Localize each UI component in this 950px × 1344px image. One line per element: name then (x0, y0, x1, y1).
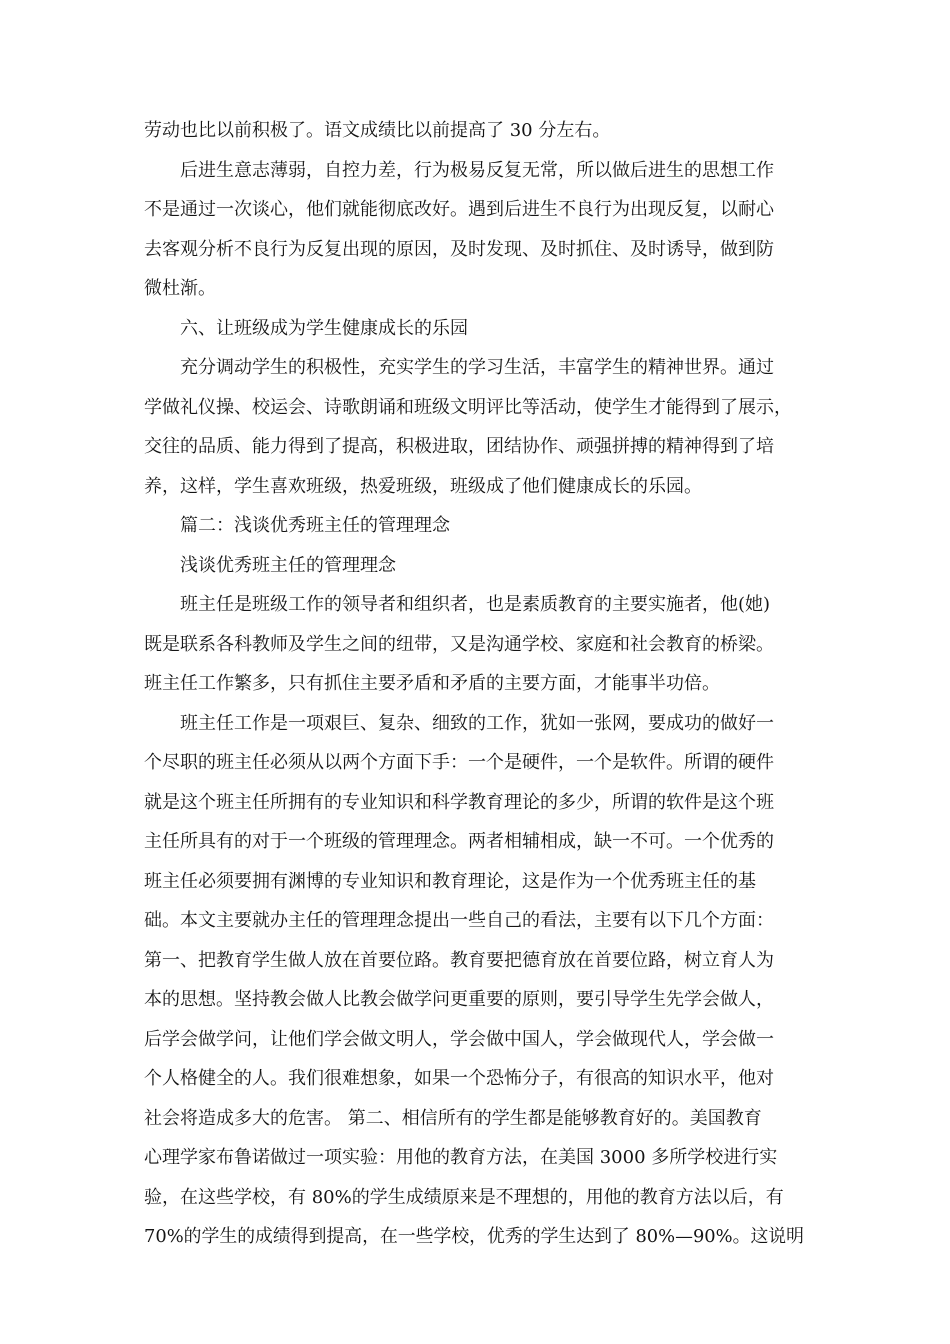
text-line: 交往的品质、能力得到了提高，积极进取，团结协作、顽强拼搏的精神得到了培 (144, 436, 774, 457)
text-line: 学做礼仪操、校运会、诗歌朗诵和班级文明评比等活动，使学生才能得到了展示， (144, 396, 792, 418)
text-line: 后进生意志薄弱，自控力差，行为极易反复无常，所以做后进生的思想工作 (180, 159, 774, 181)
text-line: 主任所具有的对于一个班级的管理理念。两者相辅相成，缺一不可。一个优秀的 (144, 831, 774, 852)
text-line: 本的思想。坚持教会做人比教会做学问更重要的原则，要引导学生先学会做人， (144, 989, 774, 1010)
text-line: 六、让班级成为学生健康成长的乐园 (180, 317, 468, 339)
text-line: 不是通过一次谈心，他们就能彻底改好。遇到后进生不良行为出现反复，以耐心 (144, 199, 774, 220)
text-line: 个人格健全的人。我们很难想象，如果一个恐怖分子，有很高的知识水平，他对 (144, 1068, 774, 1089)
text-line: 浅谈优秀班主任的管理理念 (180, 554, 396, 576)
text-line: 去客观分析不良行为反复出现的原因，及时发现、及时抓住、及时诱导，做到防 (144, 238, 774, 260)
text-line: 社会将造成多大的危害。 第二、相信所有的学生都是能够教育好的。美国教育 (144, 1107, 762, 1129)
text-line: 劳动也比以前积极了。语文成绩比以前提高了 30 分左右。 (144, 120, 611, 141)
text-line: 个尽职的班主任必须从以两个方面下手：一个是硬件，一个是软件。所谓的硬件 (144, 752, 774, 773)
text-line: 就是这个班主任所拥有的专业知识和科学教育理论的多少，所谓的软件是这个班 (144, 791, 774, 813)
text-line: 篇二：浅谈优秀班主任的管理理念 (180, 515, 450, 536)
text-line: 微杜渐。 (144, 278, 216, 299)
text-line: 班主任是班级工作的领导者和组织者，也是素质教育的主要实施者，他(她) (180, 594, 771, 615)
text-line: 础。本文主要就办主任的管理理念提出一些自己的看法，主要有以下几个方面： (144, 910, 774, 931)
text-line: 后学会做学问，让他们学会做文明人，学会做中国人，学会做现代人，学会做一 (144, 1028, 774, 1050)
text-line: 第一、把教育学生做人放在首要位路。教育要把德育放在首要位路，树立育人为 (144, 949, 774, 971)
text-line: 班主任工作是一项艰巨、复杂、细致的工作，犹如一张网，要成功的做好一 (180, 712, 774, 734)
text-line: 验，在这些学校，有 80%的学生成绩原来是不理想的，用他的教育方法以后，有 (144, 1186, 784, 1208)
text-line: 既是联系各科教师及学生之间的纽带，又是沟通学校、家庭和社会教育的桥梁。 (144, 633, 774, 655)
text-line: 养，这样，学生喜欢班级，热爱班级，班级成了他们健康成长的乐园。 (144, 475, 702, 497)
text-line: 班主任必须要拥有渊博的专业知识和教育理论，这是作为一个优秀班主任的基 (144, 870, 756, 892)
text-line: 充分调动学生的积极性，充实学生的学习生活，丰富学生的精神世界。通过 (180, 357, 774, 378)
text-line: 70%的学生的成绩得到提高，在一些学校，优秀的学生达到了 80%—90%。这说明 (144, 1226, 804, 1247)
document-body (144, 111, 804, 1257)
text-line: 班主任工作繁多，只有抓住主要矛盾和矛盾的主要方面，才能事半功倍。 (144, 673, 720, 694)
text-line: 心理学家布鲁诺做过一项实验：用他的教育方法，在美国 3000 多所学校进行实 (144, 1147, 778, 1168)
